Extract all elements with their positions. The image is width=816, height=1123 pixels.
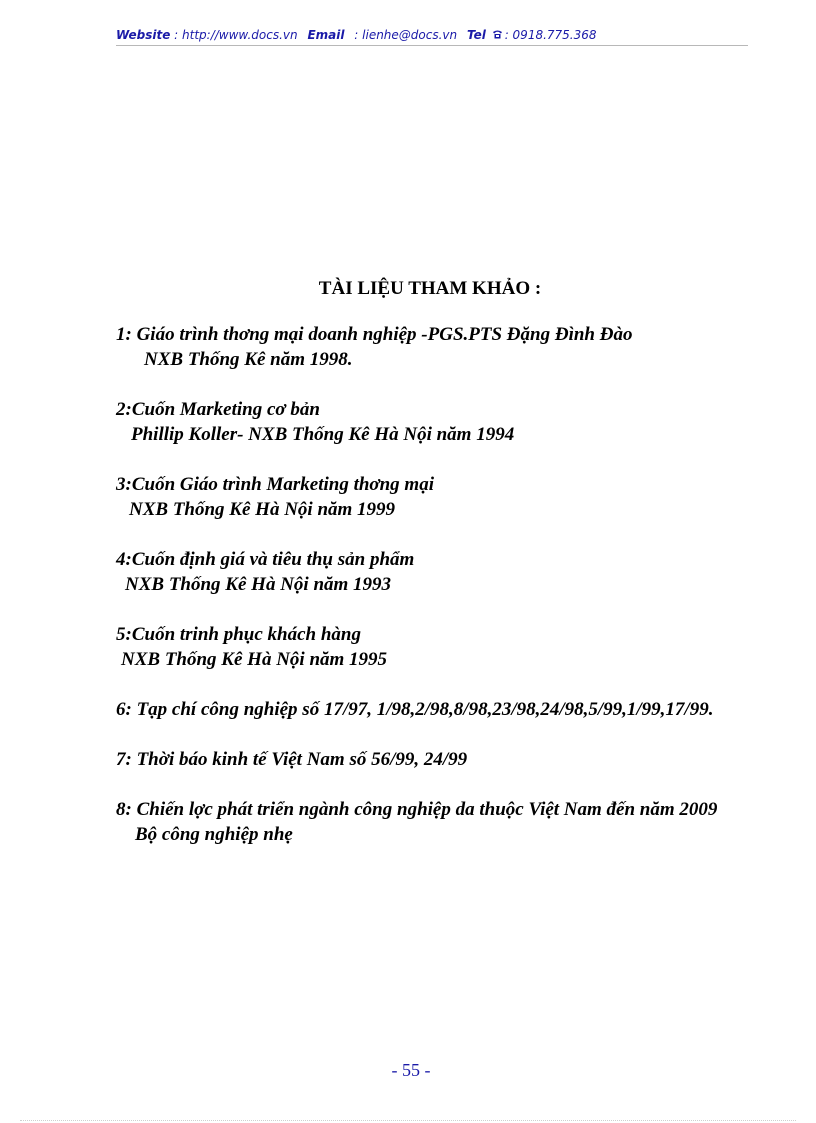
reference-line: 4:Cuốn định giá và tiêu thụ sản phẩm <box>116 549 415 570</box>
reference-item <box>116 697 776 722</box>
reference-publisher: NXB Thống Kê Hà Nội năm 1995 <box>121 649 388 670</box>
reference-list <box>116 322 776 872</box>
reference-item <box>116 322 776 372</box>
reference-item <box>116 797 776 847</box>
reference-publisher: Bộ công nghiệp nhẹ <box>135 824 293 845</box>
reference-item <box>116 622 776 672</box>
email-label: Email <box>307 28 345 42</box>
reference-line: 3:Cuốn Giáo trình Marketing thơng mại <box>116 474 434 495</box>
reference-publisher: NXB Thống Kê Hà Nội năm 1999 <box>129 499 396 520</box>
reference-item <box>116 547 776 597</box>
telephone-icon <box>492 28 503 42</box>
reference-item <box>116 747 776 772</box>
tel-label: Tel <box>466 28 486 42</box>
reference-line: 2:Cuốn Marketing cơ bản <box>116 399 320 420</box>
reference-line: 6: Tạp chí công nghiệp số 17/97, 1/98,2/98,8/98,23/98,24/98,5/99,1/99,17/99. <box>116 699 714 720</box>
footer-divider <box>20 1120 796 1121</box>
reference-line: 5:Cuốn trinh phục khách hàng <box>116 624 361 645</box>
header-divider <box>116 45 748 46</box>
reference-publisher: Phillip Koller- NXB Thống Kê Hà Nội năm 1994 <box>131 424 515 445</box>
email-value[interactable]: : lienhe@docs.vn <box>354 28 458 42</box>
reference-publisher: NXB Thống Kê Hà Nội năm 1993 <box>125 574 392 595</box>
website-value[interactable]: : http://www.docs.vn <box>174 28 298 42</box>
reference-line: 8: Chiến lợc phát triển ngành công nghiệp da thuộc Việt Nam đến năm 2009 <box>116 799 718 820</box>
website-label: Website <box>116 28 171 42</box>
reference-item <box>116 397 776 447</box>
reference-line: 7: Thời báo kinh tế Việt Nam số 56/99, 24/99 <box>116 749 468 770</box>
page-title: TÀI LIỆU THAM KHẢO : <box>318 278 542 299</box>
reference-publisher: NXB Thống Kê năm 1998. <box>144 349 353 370</box>
page-number: - 55 - <box>391 1060 431 1080</box>
tel-value: : 0918.775.368 <box>504 28 597 42</box>
reference-line: 1: Giáo trình thơng mại doanh nghiệp -PGS.PTS Đặng Đình Đào <box>116 324 633 345</box>
page-header <box>116 28 748 42</box>
reference-item <box>116 472 776 522</box>
